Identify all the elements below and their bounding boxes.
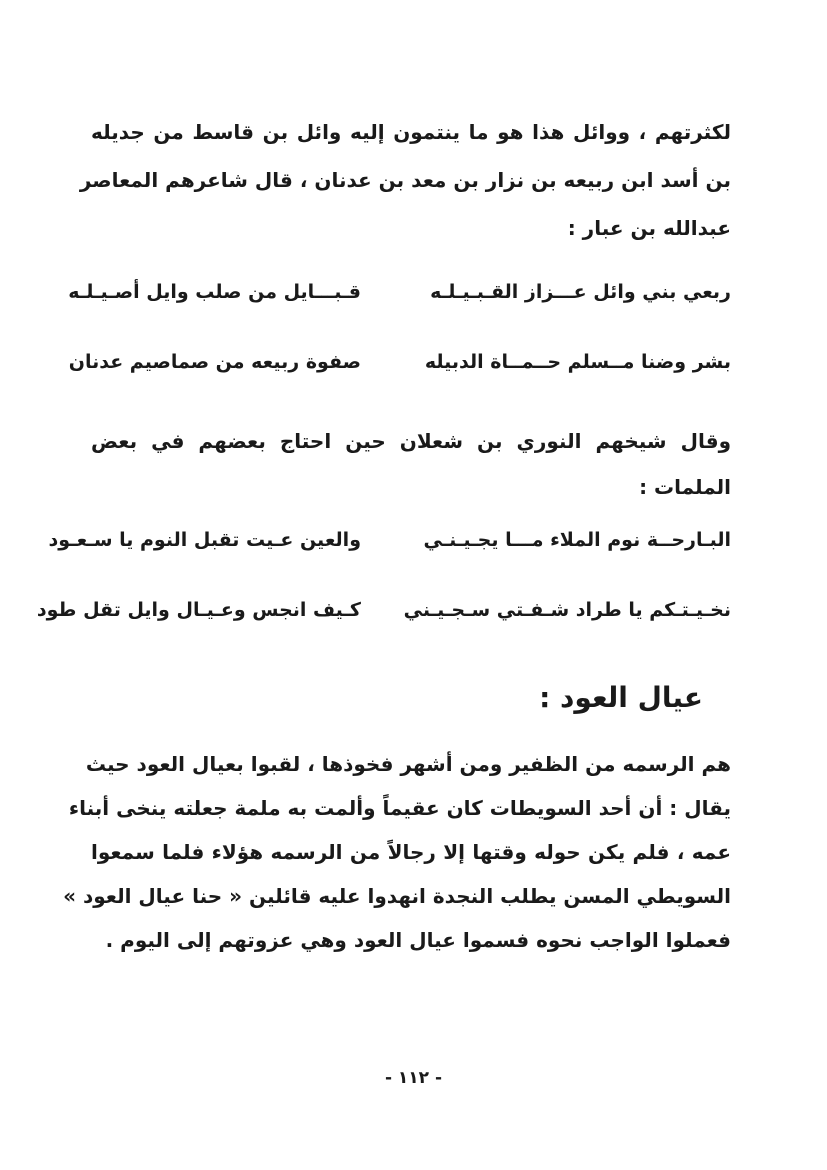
verse-second-hemistich: قـبـــايل من صلب وايل أصـيـلـه xyxy=(68,281,361,303)
intro-line: بن أسد ابن ربيعه بن نزار بن معد بن عدنان ، قال شاعرهم المعاصر xyxy=(79,168,731,192)
section-heading: عيال العود : xyxy=(539,681,703,714)
section-line: يقال : أن أحد السويطات كان عقيماً وألمت به ملمة جعلته ينخى أبناء xyxy=(68,796,731,820)
intro2-line: الملمات : xyxy=(639,475,731,499)
verse-first-hemistich: البـارحــة نوم الملاء مـــا يجـيـنـي xyxy=(423,529,731,551)
verse-first-hemistich: بشر وضنا مــسلم حــمــاة الدبيله xyxy=(424,351,731,373)
verse-second-hemistich: والعين عـيت تقبل النوم يا سـعـود xyxy=(48,529,361,551)
intro2-paragraph xyxy=(91,418,731,510)
intro-line: لكثرتهم ، ووائل هذا هو ما ينتمون إليه وائل بن قاسط من جديله xyxy=(91,120,731,144)
intro-paragraph xyxy=(79,108,731,252)
poem2-verse xyxy=(36,592,731,628)
intro-line: عبدالله بن عبار : xyxy=(567,216,731,240)
poem2-verse xyxy=(48,522,731,558)
section-line: فعملوا الواجب نحوه فسموا عيال العود وهي عزوتهم إلى اليوم . xyxy=(105,928,731,952)
poem1-verse xyxy=(51,344,731,380)
page-number: - ١١٢ - xyxy=(384,1068,443,1088)
verse-first-hemistich: ربعي بني وائل عـــزاز القـبـيـلـه xyxy=(430,281,731,303)
poem1-verse xyxy=(51,274,731,310)
section-line: عمه ، فلم يكن حوله وقتها إلا رجالاً من الرسمه هؤلاء فلما سمعوا xyxy=(91,840,731,864)
verse-first-hemistich: نخـيـتـكم يا طراد شـفـتي سـجـيـني xyxy=(403,599,731,621)
section-paragraph xyxy=(63,742,731,962)
verse-second-hemistich: كـيف انجس وعـيـال وايل تقل طود xyxy=(36,599,361,621)
section-line: السويطي المسن يطلب النجدة انهدوا عليه قائلين « حنا عيال العود » xyxy=(63,884,731,908)
verse-second-hemistich: صفوة ربيعه من صماصيم عدنان xyxy=(68,351,361,373)
intro2-line: وقال شيخهم النوري بن شعلان حين احتاج بعضهم في بعض xyxy=(91,429,731,453)
section-line: هم الرسمه من الظفير ومن أشهر فخوذها ، لقبوا بعيال العود حيث xyxy=(85,752,731,776)
